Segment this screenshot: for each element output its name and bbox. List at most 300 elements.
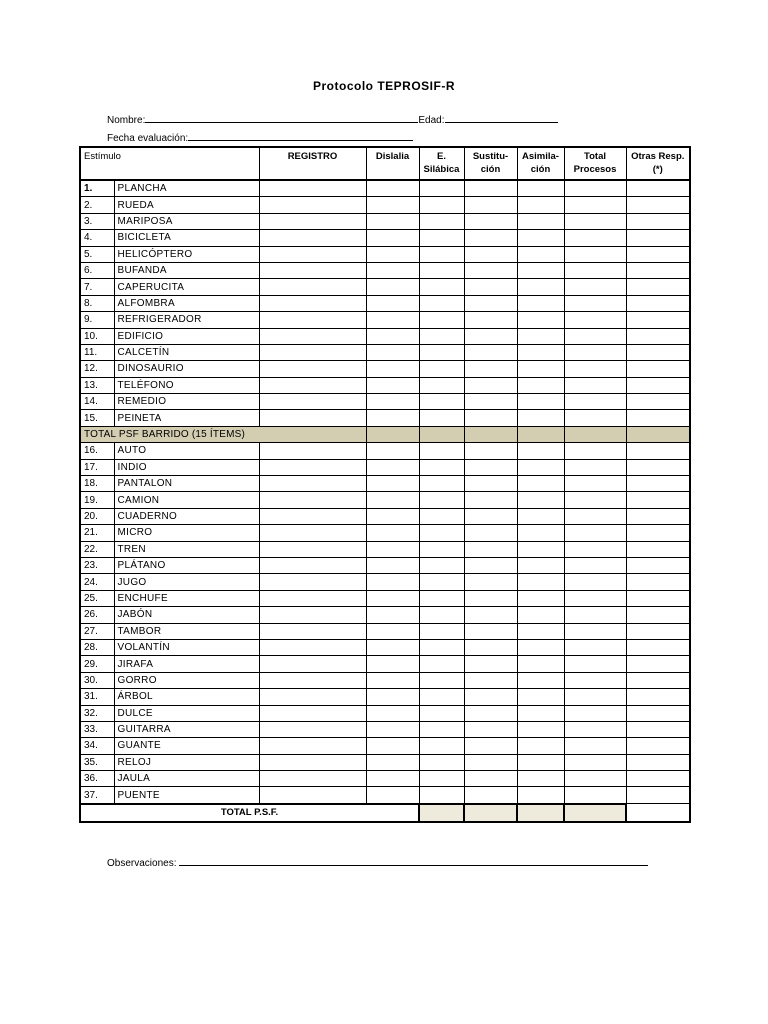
asimilacion-cell[interactable]	[517, 230, 564, 246]
dislalia-cell[interactable]	[366, 607, 419, 623]
e-silabica-cell[interactable]	[419, 672, 464, 688]
otras-resp-cell[interactable]	[626, 754, 690, 770]
sustitucion-cell[interactable]	[464, 689, 517, 705]
dislalia-cell[interactable]	[366, 410, 419, 426]
e-silabica-cell[interactable]	[419, 328, 464, 344]
nombre-field[interactable]	[145, 111, 418, 123]
total-procesos-cell[interactable]	[564, 787, 626, 804]
e-silabica-cell[interactable]	[419, 787, 464, 804]
dislalia-cell[interactable]	[366, 295, 419, 311]
registro-cell[interactable]	[259, 508, 366, 524]
table-row	[80, 476, 690, 492]
registro-cell[interactable]	[259, 295, 366, 311]
item-number: 25.	[80, 590, 114, 606]
asimilacion-cell[interactable]	[517, 279, 564, 295]
total-procesos-cell[interactable]	[564, 312, 626, 328]
asimilacion-cell[interactable]	[517, 344, 564, 360]
sustitucion-cell[interactable]	[464, 607, 517, 623]
asimilacion-cell[interactable]	[517, 476, 564, 492]
total-procesos-cell[interactable]	[564, 574, 626, 590]
otras-resp-cell[interactable]	[626, 590, 690, 606]
total-procesos-cell[interactable]	[564, 705, 626, 721]
total-procesos-cell[interactable]	[564, 525, 626, 541]
dislalia-cell[interactable]	[366, 574, 419, 590]
sustitucion-cell[interactable]	[464, 443, 517, 459]
otras-resp-cell[interactable]	[626, 738, 690, 754]
edad-field[interactable]	[445, 111, 558, 123]
otras-resp-cell[interactable]	[626, 574, 690, 590]
total-procesos-cell[interactable]	[564, 607, 626, 623]
otras-resp-cell[interactable]	[626, 721, 690, 737]
asimilacion-cell[interactable]	[517, 295, 564, 311]
otras-resp-cell[interactable]	[626, 541, 690, 557]
asimilacion-cell[interactable]	[517, 639, 564, 655]
total-procesos-cell[interactable]	[564, 262, 626, 278]
otras-resp-cell[interactable]	[626, 328, 690, 344]
item-word: AUTO	[114, 443, 259, 459]
e-silabica-cell[interactable]	[419, 279, 464, 295]
e-silabica-cell[interactable]	[419, 262, 464, 278]
dislalia-cell[interactable]	[366, 279, 419, 295]
sustitucion-cell[interactable]	[464, 672, 517, 688]
e-silabica-cell[interactable]	[419, 541, 464, 557]
total-procesos-cell[interactable]	[564, 230, 626, 246]
subtotal-cell[interactable]	[626, 426, 690, 442]
e-silabica-cell[interactable]	[419, 689, 464, 705]
sustitucion-cell[interactable]	[464, 279, 517, 295]
dislalia-cell[interactable]	[366, 262, 419, 278]
asimilacion-cell[interactable]	[517, 738, 564, 754]
table-row	[80, 180, 690, 197]
registro-cell[interactable]	[259, 443, 366, 459]
fecha-field[interactable]	[188, 129, 413, 141]
subtotal-cell[interactable]	[517, 426, 564, 442]
total-procesos-cell[interactable]	[564, 639, 626, 655]
e-silabica-cell[interactable]	[419, 361, 464, 377]
otras-resp-cell[interactable]	[626, 508, 690, 524]
registro-cell[interactable]	[259, 623, 366, 639]
dislalia-cell[interactable]	[366, 656, 419, 672]
registro-cell[interactable]	[259, 639, 366, 655]
header-otras-resp: Otras Resp. (*)	[626, 147, 690, 180]
registro-cell[interactable]	[259, 590, 366, 606]
registro-cell[interactable]	[259, 721, 366, 737]
otras-resp-cell[interactable]	[626, 197, 690, 213]
dislalia-cell[interactable]	[366, 590, 419, 606]
asimilacion-cell[interactable]	[517, 705, 564, 721]
asimilacion-cell[interactable]	[517, 557, 564, 573]
item-word: DINOSAURIO	[114, 361, 259, 377]
e-silabica-cell[interactable]	[419, 344, 464, 360]
registro-cell[interactable]	[259, 557, 366, 573]
total-procesos-cell[interactable]	[564, 377, 626, 393]
total-procesos-cell[interactable]	[564, 459, 626, 475]
total-procesos-cell[interactable]	[564, 295, 626, 311]
registro-cell[interactable]	[259, 541, 366, 557]
item-number: 26.	[80, 607, 114, 623]
sustitucion-cell[interactable]	[464, 738, 517, 754]
total-procesos-cell[interactable]	[564, 410, 626, 426]
dislalia-cell[interactable]	[366, 721, 419, 737]
e-silabica-cell[interactable]	[419, 771, 464, 787]
otras-resp-cell[interactable]	[626, 787, 690, 804]
e-silabica-cell[interactable]	[419, 590, 464, 606]
asimilacion-cell[interactable]	[517, 262, 564, 278]
registro-cell[interactable]	[259, 459, 366, 475]
total-procesos-cell[interactable]	[564, 394, 626, 410]
e-silabica-cell[interactable]	[419, 394, 464, 410]
dislalia-cell[interactable]	[366, 623, 419, 639]
sustitucion-cell[interactable]	[464, 492, 517, 508]
asimilacion-cell[interactable]	[517, 410, 564, 426]
dislalia-cell[interactable]	[366, 394, 419, 410]
asimilacion-cell[interactable]	[517, 525, 564, 541]
e-silabica-cell[interactable]	[419, 476, 464, 492]
sustitucion-cell[interactable]	[464, 230, 517, 246]
e-silabica-cell[interactable]	[419, 525, 464, 541]
dislalia-cell[interactable]	[366, 312, 419, 328]
dislalia-cell[interactable]	[366, 771, 419, 787]
sustitucion-cell[interactable]	[464, 180, 517, 197]
registro-cell[interactable]	[259, 197, 366, 213]
e-silabica-cell[interactable]	[419, 443, 464, 459]
e-silabica-cell[interactable]	[419, 705, 464, 721]
e-silabica-cell[interactable]	[419, 574, 464, 590]
otras-resp-cell[interactable]	[626, 672, 690, 688]
sustitucion-cell[interactable]	[464, 508, 517, 524]
table-row	[80, 623, 690, 639]
observaciones-label: Observaciones:	[107, 858, 177, 869]
otras-resp-cell[interactable]	[626, 476, 690, 492]
dislalia-cell[interactable]	[366, 492, 419, 508]
otras-resp-cell[interactable]	[626, 344, 690, 360]
table-row	[80, 574, 690, 590]
total-procesos-cell[interactable]	[564, 754, 626, 770]
total-procesos-cell[interactable]	[564, 197, 626, 213]
e-silabica-cell[interactable]	[419, 213, 464, 229]
sustitucion-cell[interactable]	[464, 344, 517, 360]
total-cell[interactable]	[564, 804, 626, 822]
registro-cell[interactable]	[259, 344, 366, 360]
observaciones-field[interactable]	[179, 854, 648, 866]
sustitucion-cell[interactable]	[464, 459, 517, 475]
e-silabica-cell[interactable]	[419, 656, 464, 672]
registro-cell[interactable]	[259, 328, 366, 344]
dislalia-cell[interactable]	[366, 557, 419, 573]
sustitucion-cell[interactable]	[464, 377, 517, 393]
e-silabica-cell[interactable]	[419, 312, 464, 328]
total-procesos-cell[interactable]	[564, 246, 626, 262]
e-silabica-cell[interactable]	[419, 607, 464, 623]
asimilacion-cell[interactable]	[517, 771, 564, 787]
registro-cell[interactable]	[259, 689, 366, 705]
total-procesos-cell[interactable]	[564, 361, 626, 377]
sustitucion-cell[interactable]	[464, 721, 517, 737]
sustitucion-cell[interactable]	[464, 476, 517, 492]
sustitucion-cell[interactable]	[464, 295, 517, 311]
asimilacion-cell[interactable]	[517, 590, 564, 606]
otras-resp-cell[interactable]	[626, 180, 690, 197]
registro-cell[interactable]	[259, 771, 366, 787]
registro-cell[interactable]	[259, 262, 366, 278]
e-silabica-cell[interactable]	[419, 754, 464, 770]
asimilacion-cell[interactable]	[517, 312, 564, 328]
e-silabica-cell[interactable]	[419, 738, 464, 754]
asimilacion-cell[interactable]	[517, 574, 564, 590]
item-word: PANTALON	[114, 476, 259, 492]
otras-resp-cell[interactable]	[626, 771, 690, 787]
otras-resp-cell[interactable]	[626, 689, 690, 705]
total-procesos-cell[interactable]	[564, 590, 626, 606]
total-procesos-cell[interactable]	[564, 476, 626, 492]
registro-cell[interactable]	[259, 574, 366, 590]
e-silabica-cell[interactable]	[419, 377, 464, 393]
total-procesos-cell[interactable]	[564, 721, 626, 737]
e-silabica-cell[interactable]	[419, 557, 464, 573]
total-procesos-cell[interactable]	[564, 213, 626, 229]
item-word: JABÓN	[114, 607, 259, 623]
total-cell[interactable]	[517, 804, 564, 822]
asimilacion-cell[interactable]	[517, 656, 564, 672]
total-procesos-cell[interactable]	[564, 672, 626, 688]
otras-resp-cell[interactable]	[626, 525, 690, 541]
otras-resp-cell[interactable]	[626, 312, 690, 328]
registro-cell[interactable]	[259, 246, 366, 262]
registro-cell[interactable]	[259, 394, 366, 410]
registro-cell[interactable]	[259, 607, 366, 623]
e-silabica-cell[interactable]	[419, 295, 464, 311]
header-sustitucion: Sustitu-ción	[464, 147, 517, 180]
dislalia-cell[interactable]	[366, 738, 419, 754]
dislalia-cell[interactable]	[366, 754, 419, 770]
e-silabica-cell[interactable]	[419, 508, 464, 524]
subtotal-cell[interactable]	[464, 426, 517, 442]
dislalia-cell[interactable]	[366, 246, 419, 262]
item-number: 16.	[80, 443, 114, 459]
dislalia-cell[interactable]	[366, 459, 419, 475]
e-silabica-cell[interactable]	[419, 721, 464, 737]
asimilacion-cell[interactable]	[517, 328, 564, 344]
asimilacion-cell[interactable]	[517, 508, 564, 524]
e-silabica-cell[interactable]	[419, 459, 464, 475]
asimilacion-cell[interactable]	[517, 541, 564, 557]
e-silabica-cell[interactable]	[419, 246, 464, 262]
e-silabica-cell[interactable]	[419, 230, 464, 246]
otras-resp-cell[interactable]	[626, 279, 690, 295]
otras-resp-cell[interactable]	[626, 656, 690, 672]
dislalia-cell[interactable]	[366, 787, 419, 804]
total-procesos-cell[interactable]	[564, 443, 626, 459]
sustitucion-cell[interactable]	[464, 262, 517, 278]
otras-resp-cell[interactable]	[626, 607, 690, 623]
otras-resp-cell[interactable]	[626, 295, 690, 311]
asimilacion-cell[interactable]	[517, 607, 564, 623]
sustitucion-cell[interactable]	[464, 705, 517, 721]
total-procesos-cell[interactable]	[564, 738, 626, 754]
asimilacion-cell[interactable]	[517, 754, 564, 770]
registro-cell[interactable]	[259, 738, 366, 754]
total-procesos-cell[interactable]	[564, 180, 626, 197]
total-cell[interactable]	[419, 804, 464, 822]
dislalia-cell[interactable]	[366, 230, 419, 246]
otras-resp-cell[interactable]	[626, 361, 690, 377]
total-procesos-cell[interactable]	[564, 328, 626, 344]
dislalia-cell[interactable]	[366, 639, 419, 655]
sustitucion-cell[interactable]	[464, 394, 517, 410]
otras-resp-cell[interactable]	[626, 557, 690, 573]
asimilacion-cell[interactable]	[517, 180, 564, 197]
otras-resp-cell[interactable]	[626, 213, 690, 229]
total-cell[interactable]	[464, 804, 517, 822]
sustitucion-cell[interactable]	[464, 197, 517, 213]
dislalia-cell[interactable]	[366, 180, 419, 197]
sustitucion-cell[interactable]	[464, 361, 517, 377]
otras-resp-cell[interactable]	[626, 705, 690, 721]
sustitucion-cell[interactable]	[464, 541, 517, 557]
sustitucion-cell[interactable]	[464, 246, 517, 262]
e-silabica-cell[interactable]	[419, 410, 464, 426]
table-row	[80, 672, 690, 688]
asimilacion-cell[interactable]	[517, 689, 564, 705]
otras-resp-cell[interactable]	[626, 443, 690, 459]
registro-cell[interactable]	[259, 476, 366, 492]
total-procesos-cell[interactable]	[564, 771, 626, 787]
item-word: CALCETÍN	[114, 344, 259, 360]
asimilacion-cell[interactable]	[517, 459, 564, 475]
registro-cell[interactable]	[259, 410, 366, 426]
dislalia-cell[interactable]	[366, 705, 419, 721]
registro-cell[interactable]	[259, 492, 366, 508]
sustitucion-cell[interactable]	[464, 623, 517, 639]
dislalia-cell[interactable]	[366, 344, 419, 360]
item-word: VOLANTÍN	[114, 639, 259, 655]
asimilacion-cell[interactable]	[517, 443, 564, 459]
asimilacion-cell[interactable]	[517, 361, 564, 377]
registro-cell[interactable]	[259, 672, 366, 688]
otras-resp-cell[interactable]	[626, 639, 690, 655]
e-silabica-cell[interactable]	[419, 492, 464, 508]
total-procesos-cell[interactable]	[564, 492, 626, 508]
registro-cell[interactable]	[259, 230, 366, 246]
sustitucion-cell[interactable]	[464, 410, 517, 426]
otras-resp-cell[interactable]	[626, 246, 690, 262]
sustitucion-cell[interactable]	[464, 590, 517, 606]
dislalia-cell[interactable]	[366, 689, 419, 705]
sustitucion-cell[interactable]	[464, 656, 517, 672]
otras-resp-cell[interactable]	[626, 394, 690, 410]
otras-resp-cell[interactable]	[626, 377, 690, 393]
sustitucion-cell[interactable]	[464, 754, 517, 770]
subtotal-cell[interactable]	[564, 426, 626, 442]
registro-cell[interactable]	[259, 213, 366, 229]
dislalia-cell[interactable]	[366, 672, 419, 688]
sustitucion-cell[interactable]	[464, 525, 517, 541]
sustitucion-cell[interactable]	[464, 312, 517, 328]
otras-resp-cell[interactable]	[626, 492, 690, 508]
otras-resp-cell[interactable]	[626, 623, 690, 639]
dislalia-cell[interactable]	[366, 328, 419, 344]
registro-cell[interactable]	[259, 279, 366, 295]
asimilacion-cell[interactable]	[517, 623, 564, 639]
sustitucion-cell[interactable]	[464, 787, 517, 804]
e-silabica-cell[interactable]	[419, 639, 464, 655]
registro-cell[interactable]	[259, 525, 366, 541]
dislalia-cell[interactable]	[366, 443, 419, 459]
dislalia-cell[interactable]	[366, 525, 419, 541]
sustitucion-cell[interactable]	[464, 639, 517, 655]
asimilacion-cell[interactable]	[517, 672, 564, 688]
subtotal-cell[interactable]	[366, 426, 419, 442]
e-silabica-cell[interactable]	[419, 197, 464, 213]
e-silabica-cell[interactable]	[419, 623, 464, 639]
otras-resp-cell[interactable]	[626, 230, 690, 246]
registro-cell[interactable]	[259, 754, 366, 770]
total-procesos-cell[interactable]	[564, 656, 626, 672]
dislalia-cell[interactable]	[366, 508, 419, 524]
item-word: CAPERUCITA	[114, 279, 259, 295]
sustitucion-cell[interactable]	[464, 574, 517, 590]
registro-cell[interactable]	[259, 656, 366, 672]
asimilacion-cell[interactable]	[517, 377, 564, 393]
total-procesos-cell[interactable]	[564, 623, 626, 639]
registro-cell[interactable]	[259, 377, 366, 393]
total-procesos-cell[interactable]	[564, 557, 626, 573]
dislalia-cell[interactable]	[366, 476, 419, 492]
registro-cell[interactable]	[259, 180, 366, 197]
dislalia-cell[interactable]	[366, 377, 419, 393]
asimilacion-cell[interactable]	[517, 213, 564, 229]
sustitucion-cell[interactable]	[464, 328, 517, 344]
dislalia-cell[interactable]	[366, 541, 419, 557]
asimilacion-cell[interactable]	[517, 492, 564, 508]
item-number: 3.	[80, 213, 114, 229]
dislalia-cell[interactable]	[366, 213, 419, 229]
registro-cell[interactable]	[259, 312, 366, 328]
table-row	[80, 262, 690, 278]
table-row	[80, 361, 690, 377]
registro-cell[interactable]	[259, 787, 366, 804]
registro-cell[interactable]	[259, 361, 366, 377]
dislalia-cell[interactable]	[366, 361, 419, 377]
otras-resp-cell[interactable]	[626, 262, 690, 278]
document-title: Protocolo TEPROSIF-R	[313, 79, 455, 93]
total-procesos-cell[interactable]	[564, 344, 626, 360]
total-procesos-cell[interactable]	[564, 689, 626, 705]
asimilacion-cell[interactable]	[517, 721, 564, 737]
asimilacion-cell[interactable]	[517, 246, 564, 262]
sustitucion-cell[interactable]	[464, 557, 517, 573]
sustitucion-cell[interactable]	[464, 771, 517, 787]
registro-cell[interactable]	[259, 705, 366, 721]
item-word: ENCHUFE	[114, 590, 259, 606]
asimilacion-cell[interactable]	[517, 394, 564, 410]
total-procesos-cell[interactable]	[564, 508, 626, 524]
subtotal-cell[interactable]	[419, 426, 464, 442]
sustitucion-cell[interactable]	[464, 213, 517, 229]
total-procesos-cell[interactable]	[564, 279, 626, 295]
nombre-label: Nombre:	[107, 115, 146, 126]
asimilacion-cell[interactable]	[517, 787, 564, 804]
total-procesos-cell[interactable]	[564, 541, 626, 557]
dislalia-cell[interactable]	[366, 197, 419, 213]
item-word: REMEDIO	[114, 394, 259, 410]
item-number: 2.	[80, 197, 114, 213]
otras-resp-cell[interactable]	[626, 459, 690, 475]
otras-resp-cell[interactable]	[626, 410, 690, 426]
e-silabica-cell[interactable]	[419, 180, 464, 197]
asimilacion-cell[interactable]	[517, 197, 564, 213]
item-number: 31.	[80, 689, 114, 705]
